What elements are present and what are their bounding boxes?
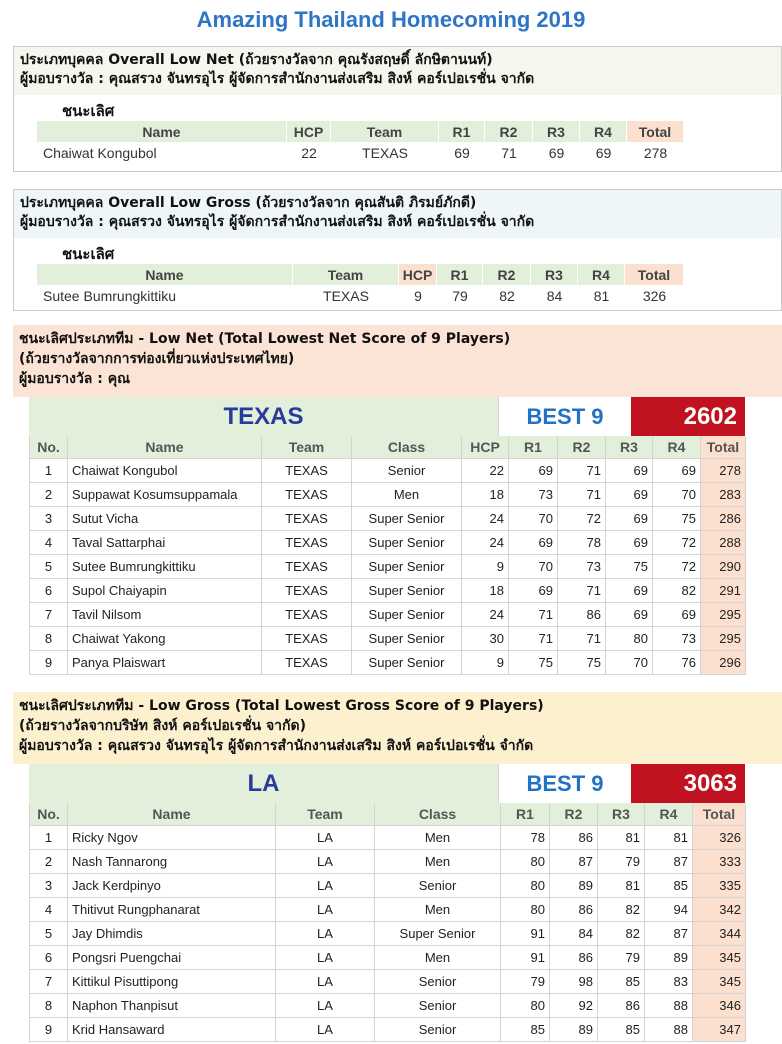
- table-cell: 73: [653, 627, 701, 651]
- team-score: 3063: [631, 764, 745, 803]
- winner-label: ชนะเลิศ: [62, 102, 115, 120]
- col-header: R2: [558, 436, 606, 459]
- table-cell: 6: [30, 579, 68, 603]
- best-label: BEST 9: [498, 397, 631, 436]
- table-cell: LA: [276, 994, 375, 1018]
- col-header: Team: [331, 121, 439, 142]
- col-header: R1: [501, 803, 550, 826]
- col-header-hcp: HCP: [399, 264, 437, 285]
- presenter-line: ผู้มอบรางวัล : คุณสรวง จันทรอุไร ผู้จัดการสำนักงานส่งเสริม สิงห์ คอร์เปอเรชั่น จากัด: [20, 71, 535, 87]
- table-cell: Ricky Ngov: [68, 826, 276, 850]
- table-cell: 346: [693, 994, 746, 1018]
- table-cell: 4: [30, 531, 68, 555]
- table-cell: TEXAS: [262, 459, 352, 483]
- table-cell: Jay Dhimdis: [68, 922, 276, 946]
- table-cell: 82: [598, 898, 645, 922]
- section-header: [14, 47, 781, 95]
- col-header: No.: [30, 803, 68, 826]
- table-cell: 72: [653, 555, 701, 579]
- col-header: R3: [598, 803, 645, 826]
- table-cell: 79: [501, 970, 550, 994]
- table-cell: 80: [501, 994, 550, 1018]
- table-cell: 326: [693, 826, 746, 850]
- winner-team: TEXAS: [323, 288, 369, 304]
- table-cell: 70: [509, 507, 558, 531]
- table-cell: 69: [606, 483, 653, 507]
- col-header: HCP: [287, 121, 331, 142]
- table-cell: 94: [645, 898, 693, 922]
- winner-hcp: 9: [414, 288, 422, 304]
- table-cell: 18: [462, 579, 509, 603]
- team-net-banner: [29, 397, 745, 436]
- table-cell: 86: [558, 603, 606, 627]
- table-cell: 92: [550, 994, 598, 1018]
- table-cell: 290: [701, 555, 746, 579]
- table-cell: 288: [701, 531, 746, 555]
- table-cell: 81: [598, 826, 645, 850]
- table-cell: 73: [558, 555, 606, 579]
- col-header: Team: [262, 436, 352, 459]
- table-cell: 5: [30, 922, 68, 946]
- table-cell: 69: [509, 579, 558, 603]
- winner-name: Chaiwat Kongubol: [43, 145, 157, 161]
- table-cell: Kittikul Pisuttipong: [68, 970, 276, 994]
- winner-total: 278: [643, 145, 668, 161]
- winner-total: 326: [642, 288, 667, 304]
- trophy-line: (ถ้วยรางวัลจากบริษัท สิงห์ คอร์เปอเรชั่น จากัด): [19, 718, 307, 734]
- col-header: Name: [68, 803, 276, 826]
- col-header: Name: [37, 264, 293, 285]
- winner-r1: 69: [454, 145, 470, 161]
- table-cell: 342: [693, 898, 746, 922]
- gross-winner-table: [37, 264, 684, 307]
- col-header-total: Total: [625, 264, 684, 285]
- trophy-line: (ถ้วยรางวัลจากการท่องเที่ยวแห่งประเทศไทย): [19, 351, 295, 367]
- winner-r4: 69: [595, 145, 612, 161]
- section-title: ชนะเลิศประเภททีม - Low Gross (Total Lowest Gross Score of 9 Players): [19, 698, 544, 714]
- table-cell: Super Senior: [352, 507, 462, 531]
- table-cell: 1: [30, 459, 68, 483]
- table-cell: 333: [693, 850, 746, 874]
- col-header: Total: [701, 436, 746, 459]
- table-cell: 69: [606, 531, 653, 555]
- table-cell: 69: [606, 603, 653, 627]
- col-header: R3: [533, 121, 580, 142]
- section-header: [14, 190, 781, 238]
- table-cell: 87: [645, 850, 693, 874]
- table-cell: 24: [462, 507, 509, 531]
- table-cell: 70: [606, 651, 653, 675]
- table-cell: 75: [509, 651, 558, 675]
- table-cell: Super Senior: [352, 627, 462, 651]
- table-cell: 9: [462, 555, 509, 579]
- table-cell: LA: [276, 850, 375, 874]
- best-label: BEST 9: [498, 764, 631, 803]
- table-cell: TEXAS: [262, 651, 352, 675]
- table-cell: 85: [645, 874, 693, 898]
- col-header: Team: [293, 264, 399, 285]
- table-cell: Chaiwat Yakong: [68, 627, 262, 651]
- table-cell: 80: [501, 898, 550, 922]
- table-cell: 73: [509, 483, 558, 507]
- section-title: ประเภทบุคคล Overall Low Gross (ถ้วยรางวัลจาก คุณสันติ ภิรมย์ภักดี): [20, 195, 477, 211]
- winner-name: Sutee Bumrungkittiku: [43, 288, 177, 304]
- table-cell: 2: [30, 850, 68, 874]
- table-cell: Supol Chaiyapin: [68, 579, 262, 603]
- table-cell: 79: [598, 946, 645, 970]
- table-cell: Taval Sattarphai: [68, 531, 262, 555]
- table-cell: Super Senior: [375, 922, 501, 946]
- table-cell: Super Senior: [352, 579, 462, 603]
- table-cell: 3: [30, 874, 68, 898]
- table-cell: Super Senior: [352, 531, 462, 555]
- table-cell: LA: [276, 946, 375, 970]
- table-cell: 69: [606, 507, 653, 531]
- presenter-line: ผู้มอบรางวัล : คุณสรวง จันทรอุไร ผู้จัดการสำนักงานส่งเสริม สิงห์ คอร์เปอเรชั่น จากัด: [20, 214, 535, 230]
- table-cell: 80: [501, 850, 550, 874]
- table-cell: 6: [30, 946, 68, 970]
- section-title: ชนะเลิศประเภททีม - Low Net (Total Lowest Net Score of 9 Players): [19, 331, 511, 347]
- table-cell: 69: [606, 459, 653, 483]
- table-cell: 88: [645, 1018, 693, 1042]
- col-header: Class: [375, 803, 501, 826]
- table-cell: Senior: [375, 994, 501, 1018]
- table-cell: 85: [598, 1018, 645, 1042]
- col-header: R1: [509, 436, 558, 459]
- table-cell: Pongsri Puengchai: [68, 946, 276, 970]
- table-cell: 71: [558, 627, 606, 651]
- table-cell: 8: [30, 994, 68, 1018]
- table-cell: Senior: [375, 970, 501, 994]
- col-header: R4: [653, 436, 701, 459]
- table-cell: Men: [375, 850, 501, 874]
- table-cell: TEXAS: [262, 603, 352, 627]
- col-header: R1: [437, 264, 483, 285]
- table-cell: Naphon Thanpisut: [68, 994, 276, 1018]
- table-cell: Men: [375, 946, 501, 970]
- table-cell: Men: [375, 898, 501, 922]
- table-cell: 78: [558, 531, 606, 555]
- col-header: Name: [37, 121, 287, 142]
- table-cell: 89: [550, 874, 598, 898]
- table-cell: 71: [558, 483, 606, 507]
- table-cell: 70: [509, 555, 558, 579]
- table-cell: LA: [276, 970, 375, 994]
- table-cell: 69: [509, 531, 558, 555]
- table-cell: 86: [598, 994, 645, 1018]
- table-cell: Super Senior: [352, 603, 462, 627]
- col-header: R4: [580, 121, 627, 142]
- table-cell: 88: [645, 994, 693, 1018]
- table-cell: TEXAS: [262, 483, 352, 507]
- section-title: ประเภทบุคคล Overall Low Net (ถ้วยรางวัลจาก คุณรังสฤษดิ์ ลักษิตานนท์): [20, 52, 493, 68]
- table-cell: 71: [509, 603, 558, 627]
- page-title: Amazing Thailand Homecoming 2019: [196, 7, 586, 32]
- presenter-line: ผู้มอบรางวัล : คุณ: [19, 371, 131, 387]
- table-cell: 345: [693, 946, 746, 970]
- table-cell: TEXAS: [262, 507, 352, 531]
- table-cell: 80: [501, 874, 550, 898]
- table-cell: Tavil Nilsom: [68, 603, 262, 627]
- team-low-net-header: [13, 325, 782, 397]
- table-cell: 87: [550, 850, 598, 874]
- table-cell: Jack Kerdpinyo: [68, 874, 276, 898]
- table-cell: Men: [352, 483, 462, 507]
- table-cell: 295: [701, 603, 746, 627]
- table-cell: 86: [550, 898, 598, 922]
- table-cell: Panya Plaiswart: [68, 651, 262, 675]
- team-name: TEXAS: [29, 397, 498, 436]
- table-cell: 91: [501, 946, 550, 970]
- table-cell: 81: [645, 826, 693, 850]
- col-header: Total: [693, 803, 746, 826]
- table-cell: 5: [30, 555, 68, 579]
- table-cell: 7: [30, 603, 68, 627]
- table-cell: 2: [30, 483, 68, 507]
- table-cell: Suppawat Kosumsuppamala: [68, 483, 262, 507]
- table-cell: 283: [701, 483, 746, 507]
- table-cell: LA: [276, 922, 375, 946]
- table-cell: Chaiwat Kongubol: [68, 459, 262, 483]
- table-cell: 71: [509, 627, 558, 651]
- table-cell: 91: [501, 922, 550, 946]
- winner-label: ชนะเลิศ: [62, 245, 115, 263]
- col-header: R2: [483, 264, 531, 285]
- col-header-total: Total: [627, 121, 684, 142]
- table-cell: 70: [653, 483, 701, 507]
- table-cell: Super Senior: [352, 651, 462, 675]
- table-cell: 86: [550, 946, 598, 970]
- table-cell: Thitivut Rungphanarat: [68, 898, 276, 922]
- table-cell: 9: [30, 651, 68, 675]
- table-cell: 30: [462, 627, 509, 651]
- table-cell: 295: [701, 627, 746, 651]
- table-cell: 9: [462, 651, 509, 675]
- table-cell: 344: [693, 922, 746, 946]
- winner-r3: 84: [546, 288, 563, 304]
- table-cell: 75: [606, 555, 653, 579]
- table-cell: 345: [693, 970, 746, 994]
- table-cell: 3: [30, 507, 68, 531]
- table-cell: 83: [645, 970, 693, 994]
- col-header: R4: [578, 264, 625, 285]
- table-cell: LA: [276, 898, 375, 922]
- table-cell: 7: [30, 970, 68, 994]
- col-header: Name: [68, 436, 262, 459]
- table-cell: 71: [558, 459, 606, 483]
- table-cell: Nash Tannarong: [68, 850, 276, 874]
- table-cell: Super Senior: [352, 555, 462, 579]
- team-gross-table: [29, 803, 745, 1042]
- table-cell: 69: [509, 459, 558, 483]
- table-cell: 291: [701, 579, 746, 603]
- table-cell: 4: [30, 898, 68, 922]
- winner-r3: 69: [548, 145, 565, 161]
- col-header: R4: [645, 803, 693, 826]
- table-cell: 85: [501, 1018, 550, 1042]
- table-cell: 79: [598, 850, 645, 874]
- table-cell: 296: [701, 651, 746, 675]
- team-net-table: [29, 436, 745, 675]
- col-header: HCP: [462, 436, 509, 459]
- col-header: Class: [352, 436, 462, 459]
- table-cell: 69: [606, 579, 653, 603]
- table-cell: 71: [558, 579, 606, 603]
- table-cell: 22: [462, 459, 509, 483]
- winner-r2: 71: [501, 145, 517, 161]
- table-cell: 75: [558, 651, 606, 675]
- table-cell: 81: [598, 874, 645, 898]
- winner-r1: 79: [452, 288, 468, 304]
- table-cell: LA: [276, 874, 375, 898]
- table-cell: Senior: [375, 1018, 501, 1042]
- winner-r2: 82: [499, 288, 515, 304]
- table-cell: 9: [30, 1018, 68, 1042]
- table-cell: 85: [598, 970, 645, 994]
- table-cell: TEXAS: [262, 531, 352, 555]
- winner-team: TEXAS: [362, 145, 408, 161]
- col-header: Team: [276, 803, 375, 826]
- table-cell: 82: [653, 579, 701, 603]
- col-header: R3: [606, 436, 653, 459]
- table-cell: 89: [645, 946, 693, 970]
- winner-r4: 81: [593, 288, 610, 304]
- team-gross-banner: [29, 764, 745, 803]
- table-cell: TEXAS: [262, 555, 352, 579]
- presenter-line: ผู้มอบรางวัล : คุณสรวง จันทรอุไร ผู้จัดการสำนักงานส่งเสริม สิงห์ คอร์เปอเรชั่น จำกัด: [19, 738, 534, 754]
- col-header: R3: [531, 264, 578, 285]
- table-cell: 72: [558, 507, 606, 531]
- table-cell: 87: [645, 922, 693, 946]
- table-cell: 86: [550, 826, 598, 850]
- team-score: 2602: [631, 397, 745, 436]
- table-cell: 69: [653, 603, 701, 627]
- table-cell: TEXAS: [262, 627, 352, 651]
- table-cell: 76: [653, 651, 701, 675]
- table-cell: 278: [701, 459, 746, 483]
- table-cell: 1: [30, 826, 68, 850]
- team-name: LA: [29, 764, 498, 803]
- table-cell: Senior: [375, 874, 501, 898]
- winner-hcp: 22: [301, 145, 317, 161]
- table-cell: 24: [462, 603, 509, 627]
- table-cell: 8: [30, 627, 68, 651]
- table-cell: 78: [501, 826, 550, 850]
- table-cell: 82: [598, 922, 645, 946]
- table-cell: 98: [550, 970, 598, 994]
- table-cell: 75: [653, 507, 701, 531]
- table-cell: TEXAS: [262, 579, 352, 603]
- table-cell: 69: [653, 459, 701, 483]
- table-cell: 84: [550, 922, 598, 946]
- col-header: No.: [30, 436, 68, 459]
- table-cell: 80: [606, 627, 653, 651]
- table-cell: LA: [276, 826, 375, 850]
- table-cell: 18: [462, 483, 509, 507]
- team-low-gross-header: [13, 692, 782, 764]
- table-cell: Senior: [352, 459, 462, 483]
- table-cell: 335: [693, 874, 746, 898]
- col-header: R2: [485, 121, 533, 142]
- table-cell: 347: [693, 1018, 746, 1042]
- col-header: R2: [550, 803, 598, 826]
- table-cell: Men: [375, 826, 501, 850]
- table-cell: 72: [653, 531, 701, 555]
- col-header: R1: [439, 121, 485, 142]
- table-cell: 286: [701, 507, 746, 531]
- table-cell: LA: [276, 1018, 375, 1042]
- net-winner-table: [37, 121, 684, 164]
- table-cell: Sutee Bumrungkittiku: [68, 555, 262, 579]
- table-cell: Sutut Vicha: [68, 507, 262, 531]
- table-cell: Krid Hansaward: [68, 1018, 276, 1042]
- table-cell: 24: [462, 531, 509, 555]
- table-cell: 89: [550, 1018, 598, 1042]
